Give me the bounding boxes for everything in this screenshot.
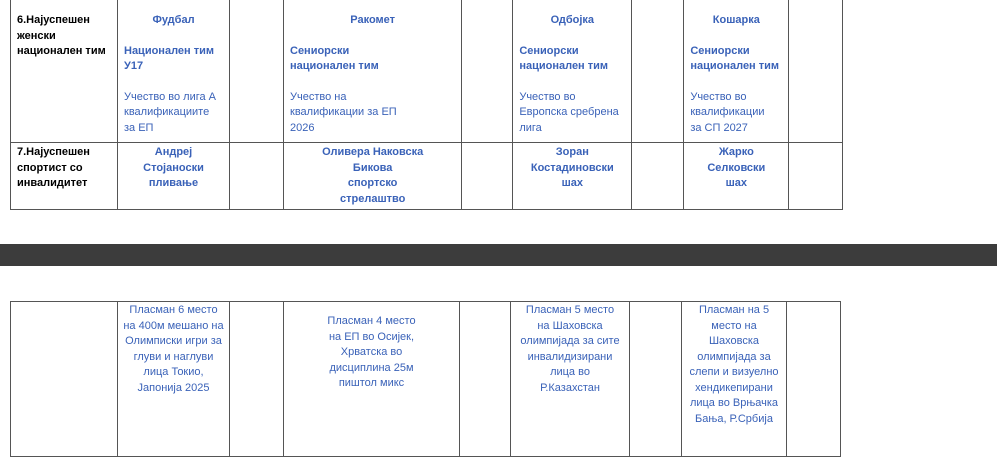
team-name: Национален тим У17 — [124, 44, 215, 72]
athlete-sport: шах — [725, 177, 748, 189]
empty-cell — [632, 143, 684, 210]
empty-cell — [789, 0, 843, 143]
table-row — [11, 0, 843, 143]
team-name: Сениорски национален тим — [690, 44, 780, 72]
team-name: Сениорски национален тим — [519, 44, 609, 72]
athlete-cell — [513, 143, 632, 210]
result-cell — [682, 302, 787, 457]
category-label: 7.Најуспешен спортист со инвалидитет — [11, 143, 118, 210]
empty-cell — [11, 302, 118, 457]
athlete-name: Жарко Селковски — [707, 146, 766, 174]
athlete-name: Зоран Костадиновски — [530, 146, 614, 174]
empty-cell — [462, 0, 513, 143]
athlete-sport: шах — [561, 177, 584, 189]
page-break — [0, 244, 997, 266]
empty-cell — [230, 302, 284, 457]
result-cell: Пласман 6 место на 400м мешано на Олимписки игри за глуви и наглуви лица Токио, Јапонија 2025 — [118, 302, 230, 457]
result-text: Пласман на 5 место на Шаховска олимпијада за слепи и визуелно хендикепирани лица во Врњачка Бања, Р.Србија — [689, 304, 779, 425]
empty-cell — [632, 0, 684, 143]
team-result: Учество во Европска сребрена лига — [519, 90, 619, 134]
athlete-sport: пливање — [148, 177, 199, 189]
team-cell — [684, 0, 789, 143]
sport-name: Фудбал — [152, 14, 195, 26]
empty-cell — [230, 0, 284, 143]
empty-cell — [460, 302, 511, 457]
empty-cell — [630, 302, 682, 457]
team-result: Учество во квалификации за СП 2027 — [690, 90, 765, 134]
team-result: Учество на квалификации за ЕП 2026 — [290, 90, 397, 134]
team-cell — [284, 0, 462, 143]
empty-cell — [789, 143, 843, 210]
empty-cell — [230, 143, 284, 210]
awards-table-top — [10, 0, 843, 210]
athlete-cell — [684, 143, 789, 210]
athlete-cell — [118, 143, 230, 210]
table-row — [11, 143, 843, 210]
team-cell — [513, 0, 632, 143]
empty-cell — [787, 302, 841, 457]
empty-cell — [462, 143, 513, 210]
sport-name: Ракомет — [350, 14, 396, 26]
team-cell — [118, 0, 230, 143]
athlete-cell — [284, 143, 462, 210]
team-name: Сениорски национален тим — [290, 44, 379, 72]
result-cell — [284, 302, 460, 457]
result-text: Пласман 4 место на ЕП во Осијек, Хрватска во дисциплина 25м пиштол микс — [327, 315, 416, 389]
result-cell — [511, 302, 630, 457]
athlete-name: Оливера Наковска Бикова — [322, 146, 424, 174]
result-text: Пласман 5 место на Шаховска олимпијада за сите инвалидизирани лица во Р.Казахстан — [520, 304, 620, 394]
table-row — [11, 302, 841, 457]
athlete-sport: спортско стрелаштво — [340, 177, 406, 205]
team-result: Учество во лига А квалификациите за ЕП — [124, 90, 217, 134]
athlete-name: Андреј Стојаноски — [143, 146, 204, 174]
awards-table-bottom — [10, 301, 841, 457]
category-label: 6.Најуспешен женски национален тим — [11, 0, 118, 143]
sport-name: Одбојка — [550, 14, 595, 26]
sport-name: Кошарка — [712, 14, 760, 26]
